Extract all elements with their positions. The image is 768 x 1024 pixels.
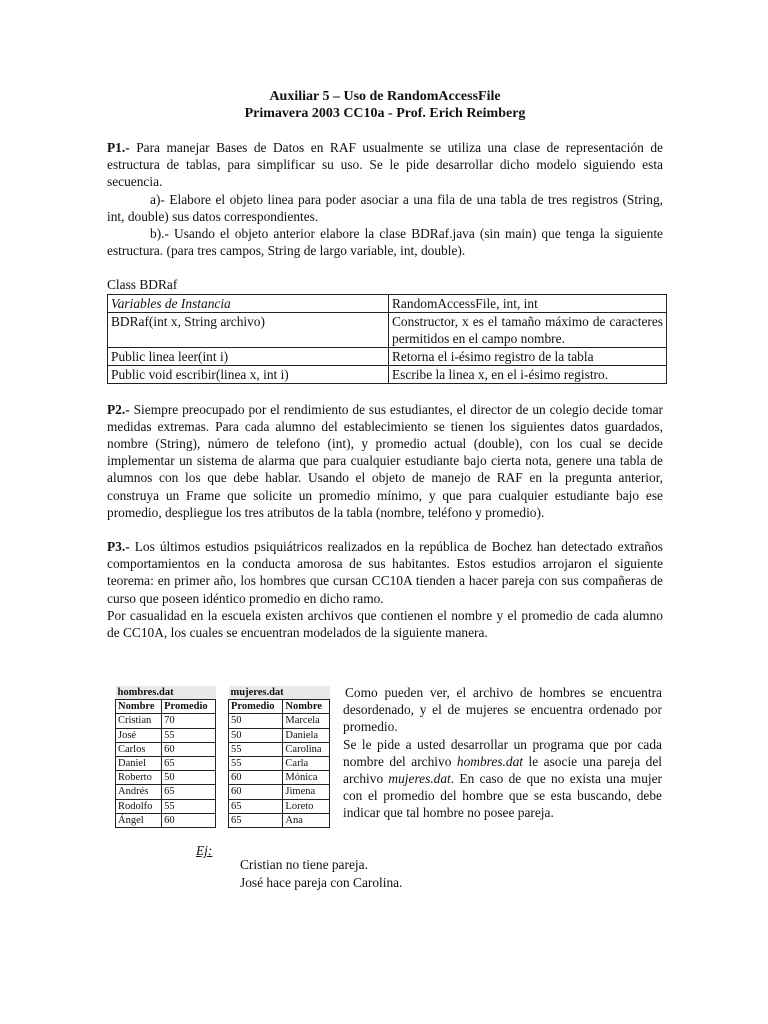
table-cell: Marcela [283,714,330,728]
table-cell: RandomAccessFile, int, int [389,294,667,312]
table-header-row [116,700,216,714]
table-title-row [229,686,330,700]
document-body [107,88,663,641]
p1-item-b: b).- Usando el objeto anterior elabore la clase BDRaf.java (sin main) que tenga la siguiente estructura. (para tres campos, String de largo variable, int, double). [107,226,663,259]
p1-label: P1.- [107,140,130,155]
table-row [116,771,216,785]
table-cell: Andrés [116,785,162,799]
table-cell: Mónica [283,771,330,785]
table-cell: Public linea leer(int i) [108,347,389,365]
p3-text-1: Los últimos estudios psiquiátricos realizados en la república de Bochez han detectado extraños comportamientos en la conducta amorosa de sus habitantes. Estos estudios arrojaron el siguiente teorema: en primer año, los hombres que cursan CC10A tienden a hacer pareja con sus compañeras de curso que poseen idéntico promedio en dicho ramo. [107,539,663,606]
table-cell: 50 [162,771,216,785]
example-label: Ej: [196,843,213,858]
mujeres-file-name: mujeres.dat [229,686,330,700]
table-cell: Cristian [116,714,162,728]
table-title-row [116,686,216,700]
table-row [229,757,330,771]
table-cell: BDRaf(int x, String archivo) [108,312,389,347]
table-cell: 65 [229,799,283,813]
table-row [116,785,216,799]
p3-side-paragraph-2 [343,736,662,822]
table-cell: 55 [162,799,216,813]
table-row [229,771,330,785]
example-line-1: Cristian no tiene pareja. [240,857,368,872]
hombres-filename: hombres.dat [456,753,523,769]
table-cell: Carolina [283,742,330,756]
table-cell: Variables de Instancia [108,294,389,312]
table-cell: Retorna el i-ésimo registro de la tabla [389,347,667,365]
document-title: Auxiliar 5 – Uso de RandomAccessFile [269,89,501,104]
table-row [116,742,216,756]
table-row [108,365,667,383]
table-cell: 55 [162,728,216,742]
p1-class-label: Class BDRaf [107,277,178,293]
table-row [108,347,667,365]
table-cell: 50 [229,728,283,742]
table-row [229,728,330,742]
table-cell: 60 [162,813,216,827]
p3-side-paragraph-1: Como pueden ver, el archivo de hombres se encuentra desordenado, y el de mujeres se encuentra ordenado por promedio. [343,685,662,735]
table-cell: 55 [229,757,283,771]
table-row [116,813,216,827]
table-cell: 60 [162,742,216,756]
p2-label: P2.- [107,401,130,417]
table-cell: Daniela [283,728,330,742]
table-cell: 70 [162,714,216,728]
table-row [116,714,216,728]
table-cell: 50 [229,714,283,728]
table-cell: Jimena [283,785,330,799]
table-cell: Carlos [116,742,162,756]
table-header-row [229,700,330,714]
table-cell: 65 [162,757,216,771]
table-row [229,742,330,756]
table-row [108,294,667,312]
hombres-file-name: hombres.dat [116,686,216,700]
table-cell: Ángel [116,813,162,827]
example-line-2: José hace pareja con Carolina. [240,875,403,890]
table-row [116,799,216,813]
p3-paragraph-1 [107,538,663,607]
table-cell: Escribe la linea x, en el i-ésimo registro. [389,365,667,383]
side-text-part: le asocie una pareja del archivo [343,753,662,787]
table-cell: Ana [283,813,330,827]
table-row [116,728,216,742]
column-header: Nombre [116,700,162,714]
column-header: Promedio [162,700,216,714]
table-row [229,813,330,827]
table-cell: Rodolfo [116,799,162,813]
p3-label: P3.- [107,539,130,555]
p1-item-a: a)- Elabore el objeto linea para poder asociar a una fila de una tabla de tres registros (String, int, double) sus datos correspondientes. [107,191,663,224]
table-row [116,757,216,771]
table-cell: 65 [162,785,216,799]
table-cell: Carla [283,757,330,771]
p2-text: Siempre preocupado por el rendimiento de sus estudiantes, el director de un colegio decide tomar medidas extremas. Para cada alumno del establecimiento se tienen los siguientes datos guardados, nombre (String), número de telefono (int), y promedio actual (double), con los cual se decide implementar un sistema de alarma que para cualquier estudiante bajo cierta nota, genere una tabla de alumnos con los que debe hablar. Usando el objeto de manejo de RAF en la pregunta anterior, construya un Frame que solicite un promedio mínimo, y que para cualquier estudiante bajo ese promedio, despliegue los tres atributos de la tabla (nombre, teléfono y promedio). [107,401,663,520]
column-header: Nombre [283,700,330,714]
p2-paragraph [107,401,663,521]
table-row [108,312,667,347]
p3-paragraph-2: Por casualidad en la escuela existen archivos que contienen el nombre y el promedio de cada alumno de CC10A, los cuales se encuentran modelados de la siguiente manera. [107,607,663,641]
table-cell: Loreto [283,799,330,813]
table-cell: 60 [229,771,283,785]
mujeres-filename: mujeres.dat [388,771,451,787]
side-text-part: . En caso de que no exista una mujer con el promedio del hombre que se esta buscando, debe indicar que tal hombre no posee pareja. [343,771,663,821]
table-cell: Daniel [116,757,162,771]
table-cell: Public void escribir(linea x, int i) [108,365,389,383]
mujeres-table [228,686,330,828]
p3-side-text [343,684,662,822]
hombres-table [115,686,216,828]
p1-intro [107,139,663,191]
side-text-part: Se le pide a usted desarrollar un programa que por cada nombre del archivo [343,736,662,769]
column-header: Promedio [229,700,283,714]
table-cell: Constructor, x es el tamaño máximo de caracteres permitidos en el campo nombre. [389,312,667,347]
table-row [229,785,330,799]
table-cell: 60 [229,785,283,799]
bdraf-table [107,294,667,384]
table-cell: Roberto [116,771,162,785]
table-row [229,714,330,728]
table-cell: 55 [229,742,283,756]
table-cell: 65 [229,813,283,827]
table-cell: José [116,728,162,742]
p1-intro-text: Para manejar Bases de Datos en RAF usualmente se utiliza una clase de representación de estructura de tablas, para simplificar su uso. Se le pide desarrollar dicho modelo siguiendo esta secuencia. [107,140,663,190]
table-row [229,799,330,813]
document-subtitle: Primavera 2003 CC10a - Prof. Erich Reimberg [244,106,526,121]
